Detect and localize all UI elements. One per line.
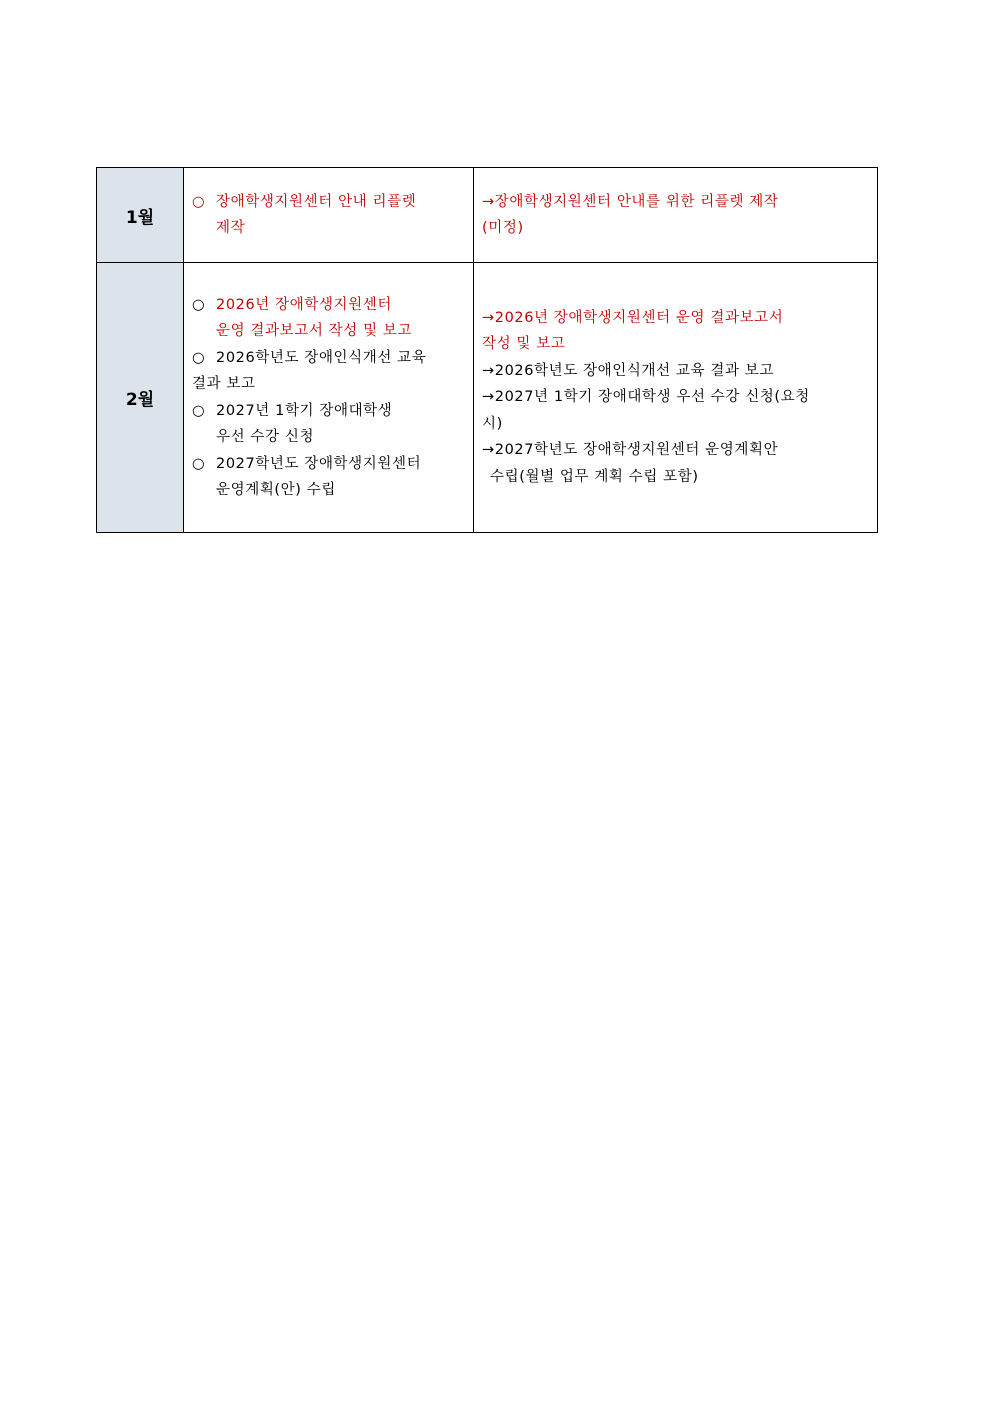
plan-line xyxy=(192,318,465,345)
detail-line: →2026학년도 장애인식개선 교육 결과 보고 xyxy=(482,362,774,379)
monthly-plan-table xyxy=(96,167,878,533)
month-label-feb: 2월 xyxy=(97,263,184,533)
plan-line xyxy=(192,451,465,478)
plan-text: 2027년 1학기 장애대학생 xyxy=(216,402,393,419)
plan-line xyxy=(192,398,465,425)
plan-line xyxy=(192,477,465,504)
plan-text: 장애학생지원센터 안내 리플렛 xyxy=(216,193,417,210)
plan-text: 2026년 장애학생지원센터 xyxy=(216,296,392,313)
plan-line xyxy=(192,189,465,216)
detail-line: →2027년 1학기 장애대학생 우선 수강 신청(요청 xyxy=(482,389,810,406)
plan-text: 우선 수강 신청 xyxy=(216,429,315,445)
month-label-jan: 1월 xyxy=(97,168,184,263)
circle-bullet-icon: ○ xyxy=(192,402,206,419)
detail-line: 작성 및 보고 xyxy=(482,336,566,353)
plan-text: 결과 보고 xyxy=(192,376,256,392)
plan-line xyxy=(192,371,465,398)
plan-cell-feb xyxy=(184,263,474,533)
detail-line: →2026년 장애학생지원센터 운영 결과보고서 xyxy=(482,309,784,326)
plan-line xyxy=(192,345,465,372)
plan-cell-jan xyxy=(184,168,474,263)
detail-cell-feb xyxy=(474,263,878,533)
circle-bullet-icon: ○ xyxy=(192,349,206,366)
detail-line: →2027학년도 장애학생지원센터 운영계획안 xyxy=(482,442,779,459)
plan-text: 2026학년도 장애인식개선 교육 xyxy=(216,349,427,366)
plan-line xyxy=(192,292,465,319)
detail-line: 시) xyxy=(482,415,503,432)
circle-bullet-icon: ○ xyxy=(192,296,206,313)
detail-line: →장애학생지원센터 안내를 위한 리플렛 제작 xyxy=(482,193,779,210)
plan-line xyxy=(192,215,465,242)
plan-text: 운영 결과보고서 작성 및 보고 xyxy=(216,323,413,339)
table-row xyxy=(97,168,878,263)
plan-text: 2027학년도 장애학생지원센터 xyxy=(216,455,422,472)
table-row xyxy=(97,263,878,533)
detail-line: (미정) xyxy=(482,220,524,236)
plan-line xyxy=(192,424,465,451)
plan-text: 운영계획(안) 수립 xyxy=(216,482,336,498)
circle-bullet-icon: ○ xyxy=(192,455,206,472)
plan-text: 제작 xyxy=(216,220,246,236)
detail-cell-jan xyxy=(474,168,878,263)
circle-bullet-icon: ○ xyxy=(192,193,206,210)
detail-line: 수립(월별 업무 계획 수립 포함) xyxy=(490,468,699,485)
